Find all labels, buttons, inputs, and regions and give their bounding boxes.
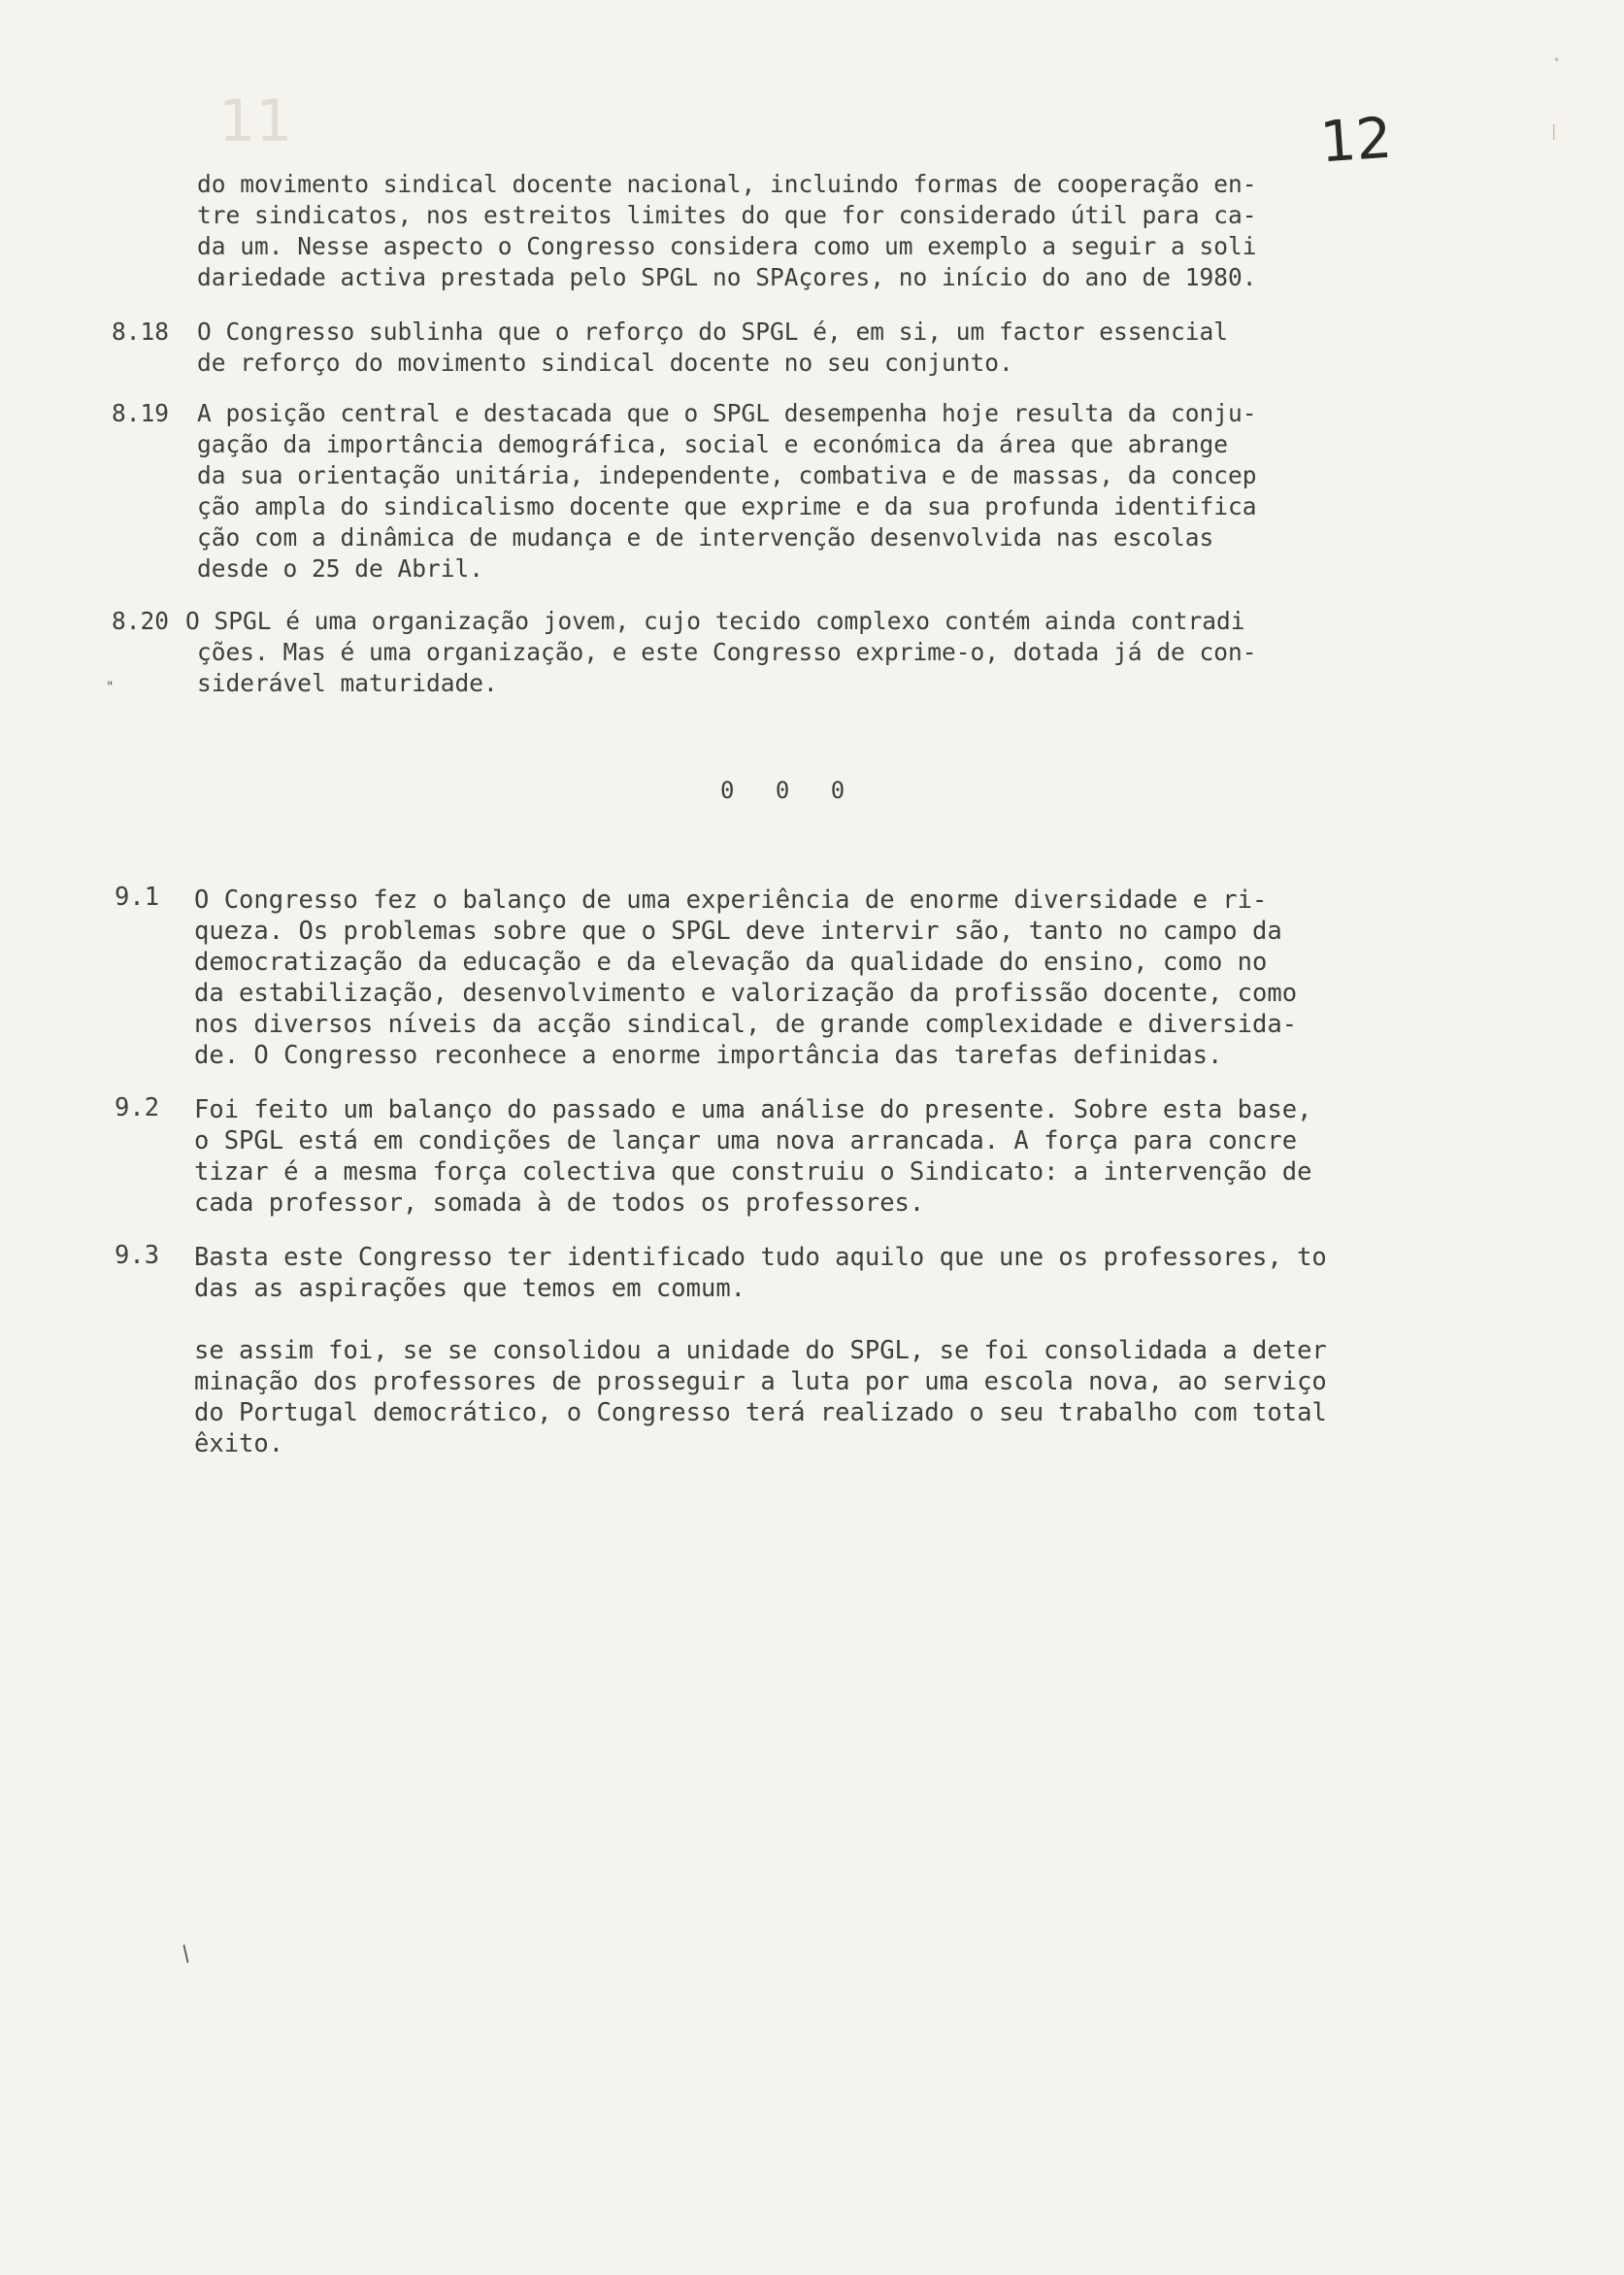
section-line: ção ampla do sindicalismo docente que exprime e da sua profunda identifica — [197, 492, 1257, 520]
section-separator: 0 0 0 — [720, 777, 859, 804]
conclusion-number: 9.1 — [115, 883, 160, 912]
conclusion-line: Basta este Congresso ter identificado tudo aquilo que une os professores, to — [194, 1243, 1327, 1272]
section-line: de reforço do movimento sindical docente no seu conjunto. — [197, 349, 1013, 377]
section-number: 8.20 — [112, 607, 170, 635]
conclusion-line: queza. Os problemas sobre que o SPGL deve intervir são, tanto no campo da — [194, 917, 1282, 946]
section-line: gação da importância demográfica, social e económica da área que abrange — [197, 430, 1229, 458]
intro-line: dariedade activa prestada pelo SPGL no SPAçores, no início do ano de 1980. — [197, 263, 1257, 291]
section-line: ções. Mas é uma organização, e este Congresso exprime-o, dotada já de con- — [197, 638, 1257, 666]
conclusion-line: Foi feito um balanço do passado e uma análise do presente. Sobre esta base, — [194, 1095, 1312, 1124]
intro-line: da um. Nesse aspecto o Congresso considera como um exemplo a seguir a soli — [197, 232, 1257, 260]
conclusion-line: democratização da educação e da elevação da qualidade do ensino, como no — [194, 948, 1268, 977]
intro-line: do movimento sindical docente nacional, incluindo formas de cooperação en- — [197, 170, 1257, 198]
conclusion-line: O Congresso fez o balanço de uma experiência de enorme diversidade e ri- — [194, 886, 1268, 915]
corner-mark: • — [1553, 53, 1561, 67]
conclusion-line: tizar é a mesma força colectiva que construiu o Sindicato: a intervenção de — [194, 1157, 1312, 1187]
conclusion-number: 9.3 — [115, 1241, 160, 1270]
section-line: O SPGL é uma organização jovem, cujo tecido complexo contém ainda contradi — [185, 607, 1245, 635]
conclusion-line: das as aspirações que temos em comum. — [194, 1274, 746, 1303]
closing-line: êxito. — [194, 1429, 284, 1458]
conclusion-line: o SPGL está em condições de lançar uma nova arrancada. A força para concre — [194, 1126, 1298, 1155]
closing-line: minação dos professores de prosseguir a luta por uma escola nova, ao serviço — [194, 1367, 1327, 1396]
section-line: desde o 25 de Abril. — [197, 554, 484, 583]
conclusion-line: da estabilização, desenvolvimento e valorização da profissão docente, como — [194, 979, 1298, 1008]
conclusion-line: cada professor, somada à de todos os professores. — [194, 1188, 925, 1218]
section-line: O Congresso sublinha que o reforço do SPGL é, em si, um factor essencial — [197, 318, 1229, 346]
conclusion-line: de. O Congresso reconhece a enorme importância das tarefas definidas. — [194, 1041, 1223, 1070]
closing-line: do Portugal democrático, o Congresso terá realizado o seu trabalho com total — [194, 1398, 1327, 1427]
section-number: 8.19 — [112, 399, 170, 427]
section-line: da sua orientação unitária, independente, combativa e de massas, da concep — [197, 461, 1257, 489]
section-line: siderável maturidade. — [197, 669, 498, 697]
edge-stain: | — [1551, 121, 1557, 140]
conclusion-number: 9.2 — [115, 1093, 160, 1122]
intro-line: tre sindicatos, nos estreitos limites do que for considerado útil para ca- — [197, 201, 1257, 229]
page-number: 12 — [1317, 104, 1395, 176]
faint-page-mark: 11 — [218, 87, 293, 155]
conclusion-line: nos diversos níveis da acção sindical, de grande complexidade e diversida- — [194, 1010, 1298, 1039]
section-line: ção com a dinâmica de mudança e de intervenção desenvolvida nas escolas — [197, 523, 1214, 552]
closing-line: se assim foi, se se consolidou a unidade do SPGL, se foi consolidada a deter — [194, 1336, 1327, 1365]
section-line: A posição central e destacada que o SPGL desempenha hoje resulta da conju- — [197, 399, 1257, 427]
stray-pen-mark: / — [177, 1941, 196, 1967]
section-number: 8.18 — [112, 318, 170, 346]
stray-mark: " — [107, 680, 114, 695]
